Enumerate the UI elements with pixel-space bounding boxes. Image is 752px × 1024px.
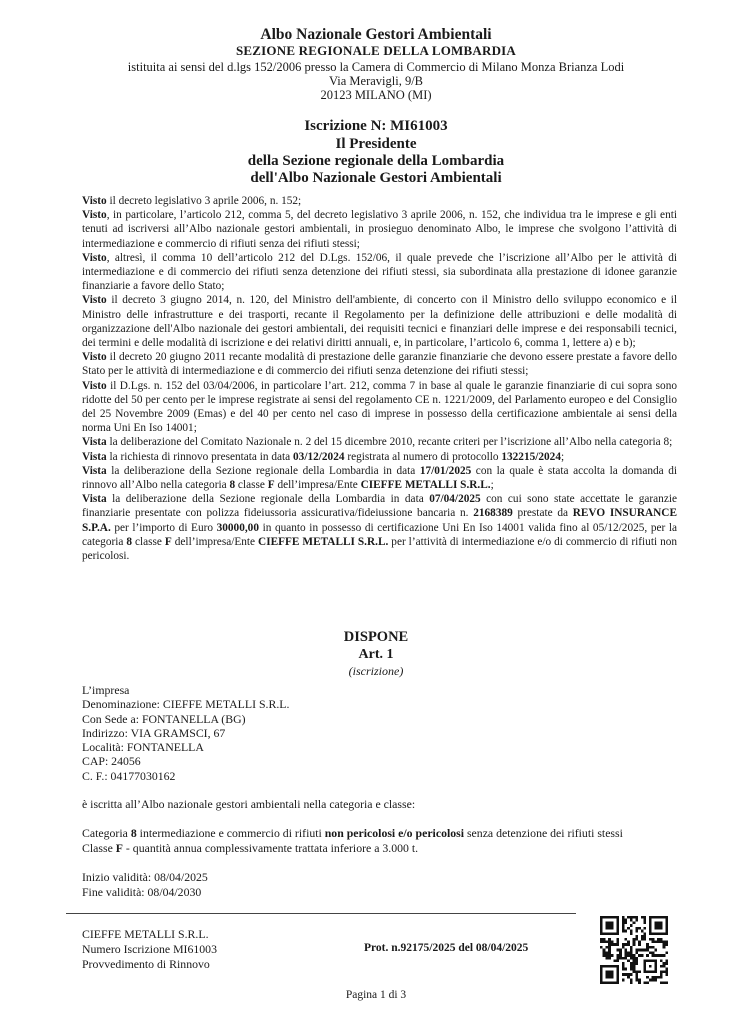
inizio-validita: Inizio validità: 08/04/2025: [82, 870, 208, 884]
protocol-number: Prot. n.92175/2025 del 08/04/2025: [364, 942, 529, 954]
title-sezione: della Sezione regionale della Lombardia: [247, 153, 505, 169]
footer-company: CIEFFE METALLI S.R.L.: [82, 927, 209, 941]
premise-paragraph: Visto il decreto legislativo 3 aprile 2006, n. 152;: [82, 195, 302, 207]
footer-numero: Numero Iscrizione MI61003: [82, 942, 217, 956]
classe-line: Classe F - quantità annua complessivamente trattata inferiore a 3.000 t.: [82, 841, 419, 855]
impresa-localita: Località: FONTANELLA: [82, 740, 204, 755]
impresa-intro: L’impresa: [82, 683, 130, 697]
categoria-line: Categoria 8 intermediazione e commercio di rifiuti non pericolosi e/o pericolosi senza detenzione dei rifiuti stessi: [82, 826, 623, 840]
premise-paragraph: Vista la deliberazione della Sezione regionale della Lombardia in data 17/01/2025 con la quale è stata accolta la domanda di rinnovo all’Albo nella categoria 8 classe F dell’impresa/Ente CIEFFE METALLI S.R.L.;: [82, 464, 677, 492]
footer-provvedimento: Provvedimento di Rinnovo: [82, 957, 210, 971]
impresa-sede: Con Sede a: FONTANELLA (BG): [82, 711, 246, 726]
premise-paragraph: Visto il D.Lgs. n. 152 del 03/04/2006, in particolare l’art. 212, comma 7 in base al quale le garanzie finanziarie di cui sopra sono ridotte del 50 per cento per le imprese registrate ai sensi del regolamento CE n. 1221/2009, del Parlamento europeo e del Consiglio del 25 Novembre 2009 (Emas) e del 40 per cento nel caso di imprese in possesso della certificazione ambientale ai sensi della norma Uni En Iso 14001;: [82, 379, 677, 435]
header-address: Via Meravigli, 9/B: [328, 74, 424, 88]
premise-paragraph: Vista la deliberazione del Comitato Nazionale n. 2 del 15 dicembre 2010, recante criteri per l’iscrizione all’Albo nella categoria 8;: [82, 436, 673, 449]
footer-info: [82, 927, 217, 972]
impresa-cap: CAP: 24056: [82, 754, 141, 769]
fine-validita: Fine validità: 08/04/2030: [82, 885, 202, 899]
header-sezione: SEZIONE REGIONALE DELLA LOMBARDIA: [235, 43, 517, 58]
premises-block: [82, 194, 677, 563]
page-number: Pagina 1 di 3: [345, 989, 407, 1001]
premise-paragraph: Vista la richiesta di rinnovo presentata in data 03/12/2024 registrata al numero di protocollo 132215/2024;: [82, 450, 565, 463]
impresa-denominazione: Denominazione: CIEFFE METALLI S.R.L.: [82, 697, 290, 712]
impresa-indirizzo: Indirizzo: VIA GRAMSCI, 67: [82, 725, 226, 740]
article-subtitle: (iscrizione): [348, 664, 404, 678]
header-city: 20123 MILANO (MI): [320, 88, 432, 102]
title-presidente: Il Presidente: [335, 136, 417, 152]
footer-divider: [66, 913, 576, 914]
header-albo: Albo Nazionale Gestori Ambientali: [260, 26, 492, 43]
premise-paragraph: Visto il decreto 3 giugno 2014, n. 120, del Ministro dell'ambiente, di concerto con il Ministro dello sviluppo economico e il Ministro delle infrastrutture e dei trasporti, recante il Regolamento per la definizione delle attribuzioni e delle modalità di organizzazione dell'Albo nazionale dei gestori ambientali, dei requisiti tecnici e finanziari delle imprese e dei responsabili tecnici, dei termini e delle modalità di iscrizione e dei relativi diritti annuali, e, in particolare, l’articolo 6, comma 1, lettere a) e b);: [82, 294, 677, 350]
impresa-block: [82, 683, 289, 783]
article-number: Art. 1: [358, 647, 394, 662]
premise-paragraph: Visto il decreto 20 giugno 2011 recante modalità di prestazione delle garanzie finanziarie che devono essere prestate a favore dello Stato per le attività di intermediazione e di commercio dei rifiuti senza detenzione dei rifiuti stessi;: [82, 351, 677, 378]
premise-paragraph: Visto, altresì, il comma 10 dell’articolo 212 del D.Lgs. 152/06, il quale prevede che l’iscrizione all’Albo per le attività di intermediazione e di commercio dei rifiuti senza detenzione dei rifiuti stessi, sia subordinata alla prestazione di idonee garanzie finanziarie a favore dello Stato;: [82, 251, 677, 293]
header-istituita: istituita ai sensi del d.lgs 152/2006 presso la Camera di Commercio di Milano Monza Brianza Lodi: [127, 60, 625, 74]
premise-paragraph: Visto, in particolare, l’articolo 212, comma 5, del decreto legislativo 3 aprile 2006, n. 152, che individua tra le imprese e gli enti tenuti ad iscriversi all’Albo nazionale gestori ambientali, in prosieguo denominato Albo, le imprese che svolgono l’attività di intermediazione e commercio di rifiuti senza dei rifiuti stessi;: [82, 209, 677, 250]
iscritta-statement: è iscritta all’Albo nazionale gestori ambientali nella categoria e classe:: [82, 797, 416, 811]
qr-code-icon: [600, 916, 668, 984]
impresa-codice-fiscale: C. F.: 04177030162: [82, 768, 176, 783]
dispone-heading: DISPONE: [343, 629, 409, 645]
iscrizione-number: Iscrizione N: MI61003: [304, 118, 448, 134]
title-albo: dell'Albo Nazionale Gestori Ambientali: [250, 170, 502, 186]
premise-paragraph: Vista la deliberazione della Sezione regionale della Lombardia in data 07/04/2025 con cui sono state accettate le garanzie finanziarie presentate con polizza fideiussoria assicurativa/fideiussione bancaria n. 2168389 prestate da REVO INSURANCE S.P.A. per l’importo di Euro 30000,00 in quanto in possesso di certificazione Uni En Iso 14001 valida fino al 05/12/2025, per la categoria 8 classe F dell’impresa/Ente CIEFFE METALLI S.R.L. per l’attività di intermediazione e/o di commercio di rifiuti non pericolosi.: [82, 493, 678, 563]
